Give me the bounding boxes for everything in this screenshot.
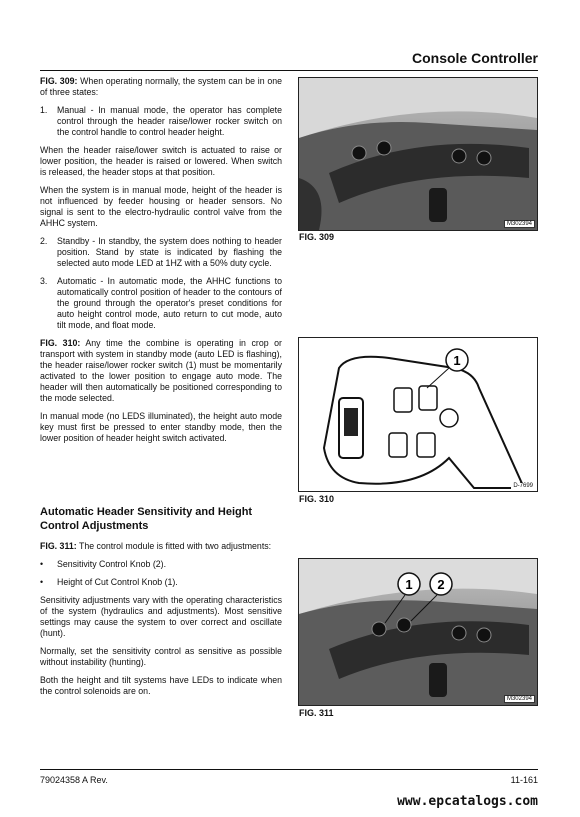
document-number: 79024358 A Rev.	[40, 775, 108, 785]
list-number: 3.	[40, 276, 48, 286]
list-item	[40, 276, 282, 331]
watermark: www.epcatalogs.com	[397, 794, 538, 809]
section-heading: Automatic Header Sensitivity and Height Control Adjustments	[40, 506, 253, 532]
paragraph: Normally, set the sensitivity control as sensitive as possible without instability (hunting).	[40, 646, 282, 667]
bullet-dot: •	[40, 577, 44, 587]
bullet-dot: •	[40, 559, 44, 569]
header-divider	[40, 70, 538, 71]
paragraph-fig310	[40, 338, 282, 404]
fig309-text: When operating normally, the system can be in one of three states:	[40, 76, 283, 97]
fig309-ref: FIG. 309:	[40, 76, 78, 86]
fig309-caption: FIG. 309	[299, 232, 335, 242]
console-photo-graphic	[299, 559, 537, 705]
paragraph-fig311	[40, 541, 282, 552]
fig311-caption: FIG. 311	[299, 708, 334, 718]
fig311-photo	[298, 558, 538, 706]
fig310-drawing	[298, 337, 538, 492]
bullet-item	[40, 577, 282, 588]
paragraph: In manual mode (no LEDS illuminated), the height auto mode key must first be pressed to enter standby mode, then the lower position of header height switch activated.	[40, 411, 282, 443]
callout-1-label: 1	[405, 577, 413, 592]
callout-1-label: 1	[453, 353, 461, 368]
paragraph: Both the height and tilt systems have LEDs to indicate when the control solenoids are on.	[40, 675, 282, 696]
bullet-text: Sensitivity Control Knob (2).	[57, 559, 167, 569]
fig311-ref: FIG. 311:	[40, 541, 77, 551]
fig311-text: The control module is fitted with two adjustments:	[76, 541, 272, 551]
paragraph: Sensitivity adjustments vary with the operating characteristics of the system (hydraulics and adjustments). Most sensitive settings may cause the system to over correct and oscillate (hunt).	[40, 595, 282, 638]
fig309-photo	[298, 77, 538, 231]
page-title: Console Controller	[411, 50, 538, 66]
paragraph: When the header raise/lower switch is actuated to raise or lower position, the header is raised or lowered. When switch is released, the header stops at that position.	[40, 145, 282, 177]
callout-2-label: 2	[437, 577, 445, 592]
text-column	[40, 76, 282, 704]
list-item	[40, 105, 282, 138]
photo-id: M302394	[504, 695, 535, 703]
footer-divider	[40, 769, 538, 770]
paragraph-fig309	[40, 76, 282, 98]
list-text: Automatic - In automatic mode, the AHHC functions to automatically control position of header to the contours of the ground through the operator's preset conditions for auto height control mode, auto return to cut mode, auto tilt mode, and float mode.	[57, 276, 282, 330]
list-number: 2.	[40, 236, 48, 246]
page-number: 11-161	[510, 775, 538, 785]
control-handle-drawing	[299, 338, 537, 491]
fig310-text: Any time the combine is operating in crop or transport with system in standby mode (auto LED is flashing), the header raise/lower rocker switch (1) must be momentarily activated to the lower position to engage auto mode. The header will then automatically be positioned corresponding to the mode selected.	[40, 338, 282, 403]
fig310-ref: FIG. 310:	[40, 338, 81, 348]
photo-id: D-7699	[513, 483, 533, 489]
paragraph: When the system is in manual mode, height of the header is not influenced by feeder housing or header sensors. No signal is sent to the electro-hydraulic control valve from the AHHC system.	[40, 185, 282, 228]
fig310-caption: FIG. 310	[299, 494, 335, 504]
list-text: Manual - In manual mode, the operator has complete control through the header raise/lower rocker switch on the control handle to control header height.	[57, 105, 282, 137]
photo-id: M302394	[504, 220, 535, 228]
list-item	[40, 236, 282, 269]
console-photo-graphic	[299, 78, 537, 230]
list-number: 1.	[40, 105, 48, 115]
bullet-text: Height of Cut Control Knob (1).	[57, 577, 178, 587]
list-text: Standby - In standby, the system does nothing to header position. Stand by state is indicated by flashing the selected auto mode LED at 1HZ with a 50% duty cycle.	[57, 236, 282, 268]
bullet-item	[40, 559, 282, 570]
